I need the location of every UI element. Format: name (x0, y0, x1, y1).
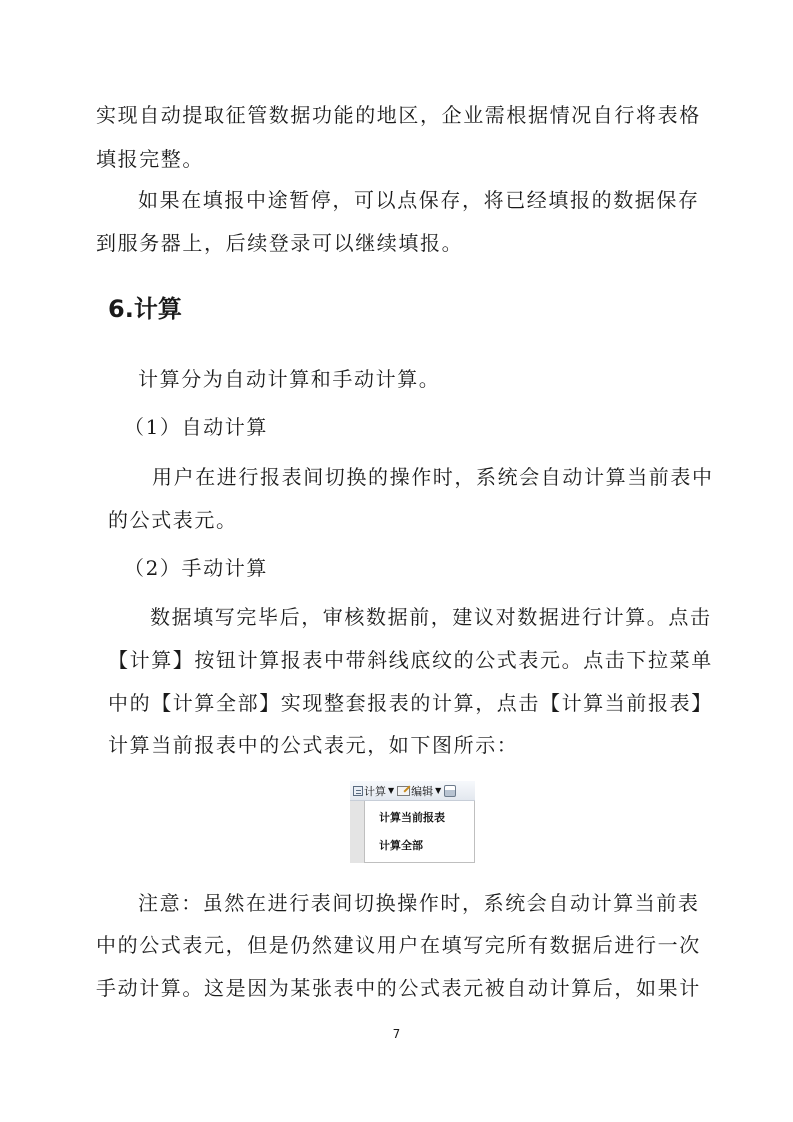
menu-item-calc-current[interactable]: 计算当前报表 (379, 811, 445, 824)
calc-dropdown-menu (364, 801, 475, 863)
page-number: 7 (392, 1027, 401, 1041)
calc-button[interactable] (353, 783, 394, 799)
calculator-icon (353, 786, 363, 796)
calc-button-label: 计算 (364, 784, 386, 798)
subsection-title-manual: （2）手动计算 (124, 556, 268, 580)
section-intro: 计算分为自动计算和手动计算。 (138, 367, 441, 391)
paragraph-line: 到服务器上，后续登录可以继续填报。 (96, 231, 464, 255)
menu-gutter (350, 801, 365, 863)
edit-button[interactable] (397, 783, 441, 799)
paragraph-line: 中的【计算全部】实现整套报表的计算，点击【计算当前报表】 (108, 691, 713, 715)
paragraph-line: 数据填写完毕后，审核数据前，建议对数据进行计算。点击 (150, 605, 712, 629)
toolbar-screenshot (350, 781, 475, 863)
section-heading: 6.计算 (108, 295, 182, 323)
note-line: 手动计算。这是因为某张表中的公式表元被自动计算后，如果计 (96, 976, 701, 1000)
paragraph-line: 如果在填报中途暂停，可以点保存，将已经填报的数据保存 (138, 188, 700, 212)
paragraph-line: 【计算】按钮计算报表中带斜线底纹的公式表元。点击下拉菜单 (108, 648, 713, 672)
subsection-title-auto: （1）自动计算 (124, 415, 268, 439)
paragraph-line: 用户在进行报表间切换的操作时，系统会自动计算当前表中 (152, 465, 714, 489)
print-button[interactable] (444, 785, 456, 797)
edit-button-label: 编辑 (411, 784, 434, 798)
menu-item-calc-all[interactable]: 计算全部 (379, 839, 423, 852)
chevron-down-icon: ▼ (435, 786, 442, 795)
print-icon (444, 785, 456, 797)
toolbar (350, 781, 475, 801)
paragraph-line: 填报完整。 (96, 147, 204, 171)
paragraph-line: 实现自动提取征管数据功能的地区，企业需根据情况自行将表格 (96, 103, 701, 127)
note-line: 中的公式表元，但是仍然建议用户在填写完所有数据后进行一次 (96, 933, 701, 957)
note-line: 注意：虽然在进行表间切换操作时，系统会自动计算当前表 (138, 891, 700, 915)
paragraph-line: 计算当前报表中的公式表元，如下图所示： (108, 733, 519, 757)
chevron-down-icon: ▼ (388, 786, 395, 795)
edit-icon (397, 786, 410, 796)
paragraph-line: 的公式表元。 (108, 508, 238, 532)
